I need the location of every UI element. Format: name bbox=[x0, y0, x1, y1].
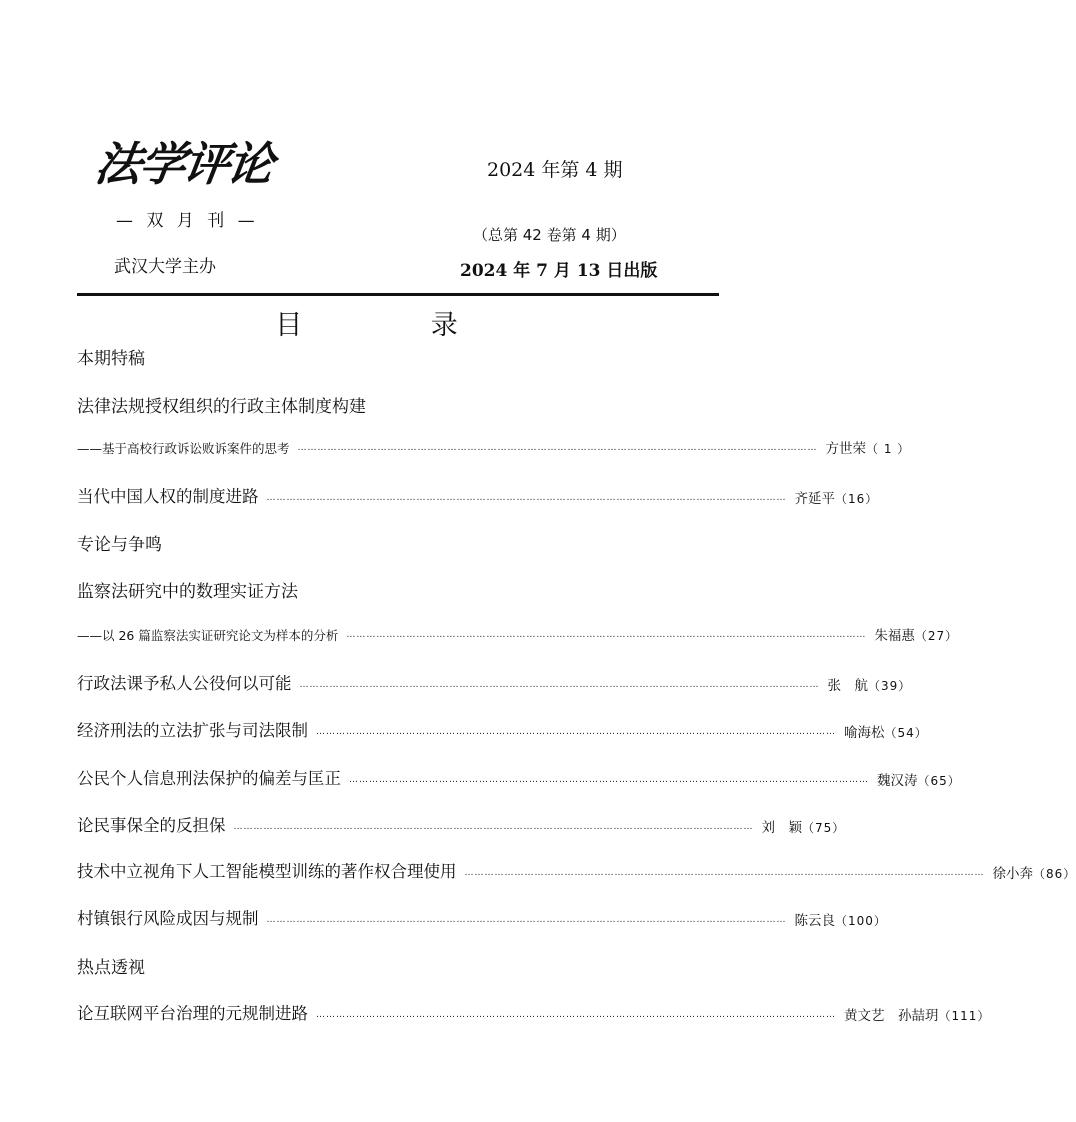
toc-title: 目 录 bbox=[275, 310, 518, 341]
article-author: 刘 颖 bbox=[761, 820, 802, 836]
toc-entry[interactable] bbox=[77, 624, 959, 644]
page-number: （39） bbox=[868, 679, 912, 693]
leader-dots: ………………………………………………………………………………………………………………………………………… bbox=[299, 680, 820, 690]
toc-entry[interactable] bbox=[77, 858, 1076, 882]
page-number: （ 1 ） bbox=[866, 442, 911, 456]
section-heading: 专论与争鸣 bbox=[77, 535, 162, 555]
article-author: 魏汉涛 bbox=[877, 773, 918, 789]
article-title: 经济刑法的立法扩张与司法限制 bbox=[77, 721, 308, 740]
total-issue-number: （总第 42 卷第 4 期） bbox=[473, 226, 626, 244]
page-number: （65） bbox=[917, 774, 961, 788]
article-subtitle: ——以 26 篇监察法实证研究论文为样本的分析 bbox=[77, 628, 339, 643]
article-author: 朱福惠 bbox=[874, 628, 915, 644]
page-number: （100） bbox=[835, 914, 887, 928]
article-author: 黄文艺 孙喆玥 bbox=[844, 1008, 939, 1024]
toc-entry[interactable] bbox=[77, 905, 887, 929]
leader-dots: ………………………………………………………………………………………………………………………………………… bbox=[316, 1010, 836, 1020]
toc-entry[interactable] bbox=[77, 717, 928, 741]
article-title: 监察法研究中的数理实证方法 bbox=[77, 582, 298, 602]
article-author: 张 航 bbox=[827, 678, 868, 694]
leader-dots: ………………………………………………………………………………………………………………………………………… bbox=[266, 915, 787, 925]
article-author: 方世荣 bbox=[825, 441, 867, 457]
section-heading: 本期特稿 bbox=[77, 349, 145, 369]
leader-dots: ………………………………………………………………………………………………………………………………………… bbox=[297, 443, 818, 453]
article-title: 行政法课予私人公役何以可能 bbox=[77, 674, 292, 693]
page-number: （16） bbox=[835, 492, 879, 506]
toc-entry[interactable] bbox=[77, 483, 879, 507]
toc-entry[interactable] bbox=[77, 1000, 991, 1024]
page-number: （86） bbox=[1033, 867, 1076, 881]
article-author: 陈云良 bbox=[794, 913, 835, 929]
leader-dots: ………………………………………………………………………………………………………………………………………… bbox=[349, 775, 869, 785]
article-subtitle: ——基于高校行政诉讼败诉案件的思考 bbox=[77, 441, 290, 456]
leader-dots: ………………………………………………………………………………………………………………………………………… bbox=[346, 630, 867, 640]
leader-dots: ………………………………………………………………………………………………………………………………………… bbox=[464, 868, 985, 878]
page-number: （54） bbox=[884, 726, 928, 740]
article-title: 当代中国人权的制度进路 bbox=[77, 487, 259, 506]
toc-entry[interactable] bbox=[77, 765, 961, 789]
leader-dots: ………………………………………………………………………………………………………………………………………… bbox=[316, 727, 836, 737]
leader-dots: ………………………………………………………………………………………………………………………………………… bbox=[233, 822, 754, 832]
article-title: 法律法规授权组织的行政主体制度构建 bbox=[77, 397, 366, 417]
page-number: （75） bbox=[802, 821, 846, 835]
toc-entry[interactable] bbox=[77, 670, 912, 694]
issue-number: 2024 年第 4 期 bbox=[487, 159, 623, 181]
article-title: 论互联网平台治理的元规制进路 bbox=[77, 1004, 308, 1023]
page-number: （111） bbox=[938, 1009, 991, 1023]
section-heading: 热点透视 bbox=[77, 958, 145, 978]
toc-entry[interactable] bbox=[77, 812, 846, 836]
article-title: 公民个人信息刑法保护的偏差与匡正 bbox=[77, 769, 341, 788]
article-title: 技术中立视角下人工智能模型训练的著作权合理使用 bbox=[77, 862, 457, 881]
article-title: 村镇银行风险成因与规制 bbox=[77, 909, 259, 928]
toc-entry[interactable] bbox=[77, 437, 911, 457]
journal-logo: 法学评论 bbox=[91, 137, 276, 191]
article-author: 徐小奔 bbox=[992, 866, 1033, 882]
article-author: 喻海松 bbox=[844, 725, 885, 741]
sponsor-label: 武汉大学主办 bbox=[114, 257, 216, 277]
article-author: 齐延平 bbox=[794, 491, 835, 507]
page-number: （27） bbox=[914, 629, 959, 643]
article-title: 论民事保全的反担保 bbox=[77, 816, 226, 835]
frequency-label: — 双 月 刊 — bbox=[116, 211, 259, 231]
header-rule bbox=[77, 293, 719, 296]
publication-date: 2024 年 7 月 13 日出版 bbox=[460, 261, 658, 281]
leader-dots: ………………………………………………………………………………………………………………………………………… bbox=[266, 493, 787, 503]
